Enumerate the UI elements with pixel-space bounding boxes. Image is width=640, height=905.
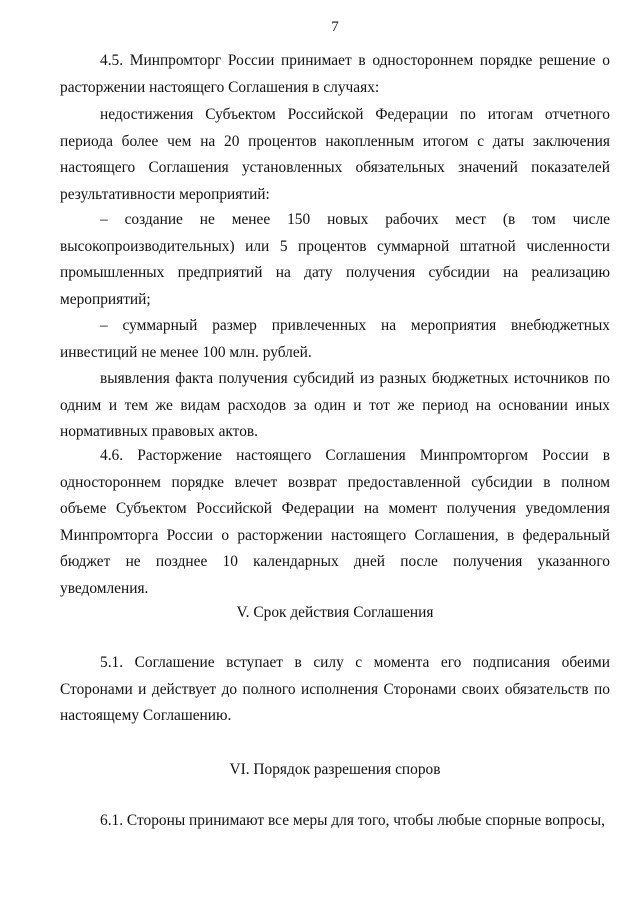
paragraph-4-6: 4.6. Расторжение настоящего Соглашения Минпромторгом России в одностороннем порядке влечет возврат предоставленной субсидии в полном объеме Субъектом Российской Федерации на момент получения уведомления Минпромторга России о расторжении настоящего Соглашения, в федеральный бюджет не позднее 10 календарных дней после получения указанного уведомления. [60,447,610,597]
paragraph-nedostizheniya: недостижения Субъектом Российской Федерации по итогам отчетного периода более чем на 20 процентов накопленным итогом с даты заключения настоящего Соглашения установленных обязательных значений показателей результативности мероприятий: [60,106,610,203]
paragraph-dash-workplaces: – создание не менее 150 новых рабочих мест (в том числе высокопроизводительных) или 5 процентов суммарной штатной численности промышленных предприятий на дату получения субсидии на реализацию мероприятий; [60,211,610,308]
page-number: 7 [331,19,339,35]
paragraph-6-1: 6.1. Стороны принимают все меры для того, чтобы любые спорные вопросы, [100,812,605,829]
paragraph-vyyavleniya: выявления факта получения субсидий из разных бюджетных источников по одним и тем же видам расходов за один и тот же период на основании иных нормативных правовых актов. [60,370,610,441]
section-heading-6: VI. Порядок разрешения споров [229,761,441,778]
paragraph-5-1: 5.1. Соглашение вступает в силу с момента его подписания обеими Сторонами и действует до полного исполнения Сторонами своих обязательств по настоящему Соглашению. [60,654,610,725]
paragraph-dash-investments: – суммарный размер привлеченных на мероприятия внебюджетных инвестиций не менее 100 млн. рублей. [60,317,610,361]
section-heading-5: V. Срок действия Соглашения [236,604,434,621]
paragraph-4-5: 4.5. Минпромторг России принимает в одностороннем порядке решение о расторжении настоящего Соглашения в случаях: [60,52,610,96]
